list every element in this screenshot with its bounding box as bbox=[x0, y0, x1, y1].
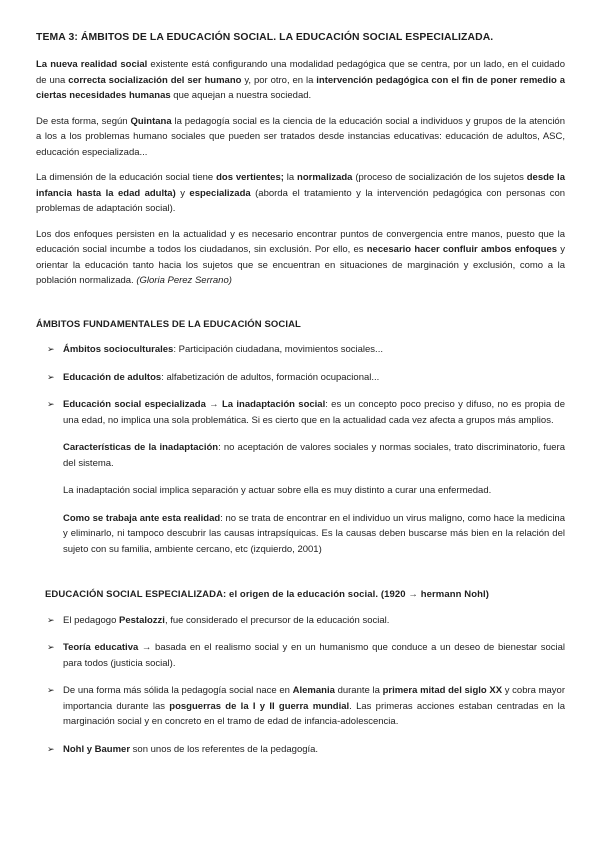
text-run: (proceso de socialización de los sujetos bbox=[352, 172, 527, 183]
text-run: . Las primeras acciones estaban centradas en la marginación social y en concreto en el tramo de edad de infancia-adolescencia. bbox=[63, 700, 565, 727]
paragraph bbox=[36, 57, 565, 104]
bullet-text bbox=[63, 370, 565, 386]
text-run: : es un concepto poco preciso y difuso, no es propia de una edad, no implica una sola problemática. Si es cierto que en la actualidad cada vez afecta a grupos más amplios. bbox=[63, 399, 565, 426]
sub-paragraph bbox=[63, 511, 565, 558]
text-run: durante la bbox=[334, 685, 383, 696]
text-run: la bbox=[283, 172, 298, 183]
bullet-arrow-icon: ➢ bbox=[47, 743, 55, 754]
text-run: y orientar la educación tanto hacia los sujetos que se encuentran en situaciones de marginación y exclusión, como a la población normalizada. bbox=[36, 244, 566, 286]
bullet-item bbox=[36, 742, 565, 758]
text-run: son unos de los referentes de la pedagogía. bbox=[130, 743, 319, 755]
text-run: Los dos enfoques persisten en la actualidad y es necesario encontrar puntos de convergencia entre manos, puesto que la educación social incumbe a todos los ciudadanos, sin exclusión. Por ello, es bbox=[36, 228, 565, 255]
text-run: Pestalozzi bbox=[119, 614, 165, 626]
text-run: Características de la inadaptación bbox=[63, 442, 219, 453]
text-run: posguerras de la I y II guerra mundial bbox=[169, 700, 350, 712]
text-run: : no aceptación de valores sociales y normas sociales, trato discriminatorio, fuera del sistema. bbox=[63, 442, 565, 469]
text-run: Quintana bbox=[130, 115, 172, 127]
bullet-text bbox=[63, 397, 565, 428]
text-run: la pedagogía social es la ciencia de la educación social a individuos y grupos de la atención a los a los problemas humano sociales que pueden ser tratados desde instancias educativas: educación de adultos, ASC, educación especializada... bbox=[36, 115, 566, 158]
bullet-arrow-icon: ➢ bbox=[47, 399, 55, 409]
bullet-text bbox=[63, 683, 565, 730]
text-run: El pedagogo bbox=[63, 614, 119, 626]
bullet-arrow-icon: ➢ bbox=[47, 685, 55, 695]
text-run: que aquejan a nuestra sociedad. bbox=[170, 90, 312, 101]
text-run: : alfabetización de adultos, formación ocupacional... bbox=[161, 371, 380, 383]
bullet-item bbox=[36, 640, 565, 671]
text-run: (Gloria Perez Serrano) bbox=[136, 275, 232, 286]
text-run: correcta socialización del ser humano bbox=[68, 74, 242, 86]
text-run: especializada bbox=[189, 187, 251, 199]
text-run: intervención pedagógica con el fin de poner remedio a ciertas necesidades humanas bbox=[36, 74, 565, 101]
bullet-text bbox=[63, 640, 565, 671]
text-run: La inadaptación social bbox=[221, 399, 326, 410]
bullet-item bbox=[36, 683, 565, 730]
text-run: La dimensión de la educación social tiene bbox=[36, 172, 217, 183]
bullet-text bbox=[63, 342, 565, 358]
text-run: y cobra mayor importancia durante las bbox=[63, 685, 566, 712]
paragraph bbox=[36, 114, 565, 161]
text-run: y, por otro, en la bbox=[241, 74, 317, 86]
text-run: desde la infancia hasta la edad adulta) bbox=[36, 172, 565, 199]
text-run: (aborda el tratamiento y la intervención pedagógica con personas con problemas de adaptación social). bbox=[36, 187, 566, 214]
section-heading bbox=[36, 317, 565, 333]
text-run: primera mitad del siglo XX bbox=[382, 685, 503, 696]
bullet-text bbox=[63, 613, 565, 629]
text-run: → bbox=[205, 399, 222, 410]
text-run: existente está configurando una modalidad pedagógica que se centra, por un lado, en el cuidado de una bbox=[36, 59, 565, 86]
text-run: ÁMBITOS FUNDAMENTALES DE LA EDUCACIÓN SOCIAL bbox=[36, 318, 301, 330]
bullet-text bbox=[63, 742, 565, 758]
text-run: dos vertientes; bbox=[216, 172, 284, 183]
bullet-item bbox=[36, 613, 565, 629]
text-run: Educación de adultos bbox=[63, 371, 162, 383]
text-run: Alemania bbox=[292, 685, 335, 696]
paragraph bbox=[36, 227, 565, 289]
text-run: De una forma más sólida la pedagogía social nace en bbox=[63, 685, 293, 696]
text-run: Educación social especializada bbox=[63, 399, 206, 410]
sub-paragraph bbox=[63, 483, 565, 499]
bullet-item bbox=[36, 370, 565, 386]
bullet-arrow-icon: ➢ bbox=[47, 344, 55, 354]
bullet-item bbox=[36, 397, 565, 428]
text-run: De esta forma, según bbox=[36, 115, 131, 127]
text-run: Teoría educativa bbox=[63, 642, 139, 653]
text-run: Como se trabaja ante esta realidad bbox=[63, 512, 221, 524]
bullet-arrow-icon: ➢ bbox=[47, 642, 55, 652]
section-heading bbox=[36, 587, 565, 603]
text-run: y bbox=[175, 187, 190, 199]
bullet-arrow-icon: ➢ bbox=[47, 371, 55, 382]
bullet-item bbox=[36, 342, 565, 358]
doc-title bbox=[36, 30, 565, 46]
bullet-arrow-icon: ➢ bbox=[47, 614, 55, 625]
text-run: EDUCACIÓN SOCIAL ESPECIALIZADA: el origen de la educación social. (1920 → hermann Nohl) bbox=[45, 589, 490, 600]
text-run: normalizada bbox=[297, 172, 353, 183]
text-run: Ámbitos socioculturales bbox=[63, 344, 174, 355]
text-run: TEMA 3: ÁMBITOS DE LA EDUCACIÓN SOCIAL. LA EDUCACIÓN SOCIAL ESPECIALIZADA. bbox=[36, 32, 494, 43]
text-run: : no se trata de encontrar en el individuo un virus maligno, como hace la medicina y eliminarlo, ni tampoco descubrir las causas intrapsíquicas. Es la causas deben buscarse más bien en la relación del sujeto con su familia, ambiente cercano, etc (izquierdo, 2001) bbox=[63, 512, 566, 555]
text-run: , fue considerado el precursor de la educación social. bbox=[164, 614, 390, 626]
text-run: → basada en el realismo social y en un humanismo que conduce a un deseo de bienestar social para todos (justicia social). bbox=[63, 642, 565, 669]
paragraph bbox=[36, 170, 565, 217]
text-run: La inadaptación social implica separación y actuar sobre ella es muy distinto a curar una enfermedad. bbox=[63, 485, 492, 496]
sub-paragraph bbox=[63, 440, 565, 471]
text-run: Nohl y Baumer bbox=[63, 743, 131, 755]
text-run: : Participación ciudadana, movimientos sociales... bbox=[173, 344, 383, 355]
text-run: La nueva realidad social bbox=[36, 59, 148, 70]
text-run: necesario hacer confluir ambos enfoques bbox=[366, 244, 558, 255]
